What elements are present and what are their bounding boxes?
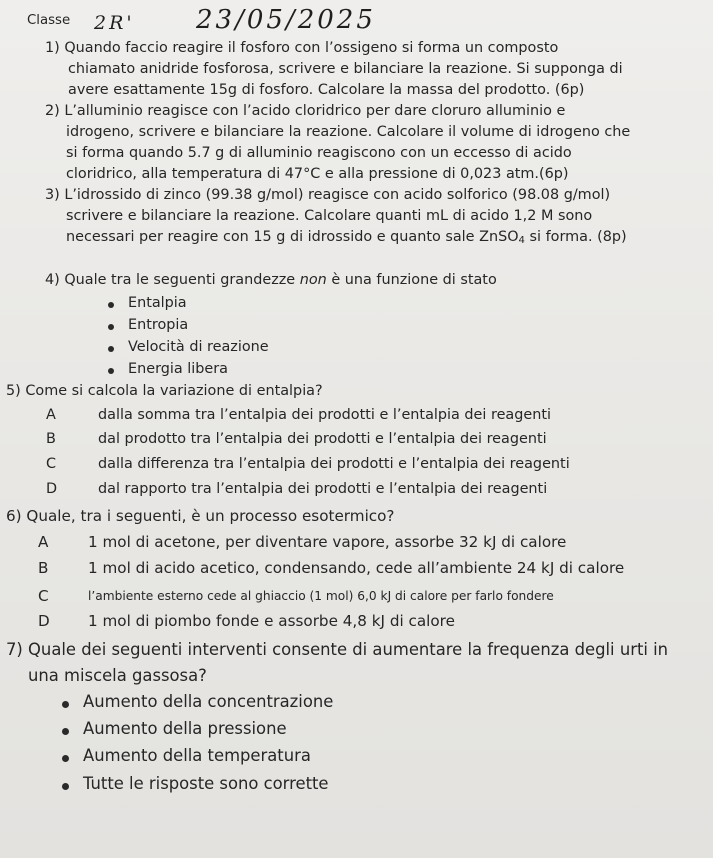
bullet-icon xyxy=(62,728,69,735)
bullet-icon xyxy=(62,783,69,790)
q5-question: 5) Come si calcola la variazione di entalpia? xyxy=(6,383,323,399)
q5-option-letter: B xyxy=(46,431,56,447)
q7-option: Tutte le risposte sono corrette xyxy=(83,774,329,793)
q4-option: Velocità di reazione xyxy=(128,339,269,355)
q1-line-2: chiamato anidride fosforosa, scrivere e bilanciare la reazione. Si supponga di xyxy=(68,61,623,77)
bullet-icon xyxy=(108,324,114,330)
class-label: Classe xyxy=(27,13,71,28)
bullet-icon xyxy=(108,346,114,352)
q5-option-letter: D xyxy=(46,481,58,497)
q3-line-3: necessari per reagire con 15 g di idrossido e quanto sale ZnSO$_4$ si forma. (8p) xyxy=(66,229,627,246)
q4-option: Entropia xyxy=(128,317,189,333)
q6-option-letter: D xyxy=(38,612,50,630)
bullet-icon xyxy=(108,368,114,374)
q6-option-letter: B xyxy=(38,559,49,577)
q5-option-text: dal prodotto tra l’entalpia dei prodotti e l’entalpia dei reagenti xyxy=(98,431,547,447)
date-handwritten: 23/05/2025 xyxy=(196,5,376,35)
q5-option-text: dalla somma tra l’entalpia dei prodotti e l’entalpia dei reagenti xyxy=(98,407,551,423)
bullet-icon xyxy=(108,302,114,308)
q6-question: 6) Quale, tra i seguenti, è un processo esotermico? xyxy=(6,507,395,525)
q4-option: Energia libera xyxy=(128,361,228,377)
q6-option-text: l’ambiente esterno cede al ghiaccio (1 mol) 6,0 kJ di calore per farlo fondere xyxy=(88,589,554,603)
q2-line-1: 2) L’alluminio reagisce con l’acido cloridrico per dare cloruro alluminio e xyxy=(45,103,566,119)
q6-option-letter: C xyxy=(38,587,49,605)
q5-option-text: dal rapporto tra l’entalpia dei prodotti e l’entalpia dei reagenti xyxy=(98,481,548,497)
q7-line-1: 7) Quale dei seguenti interventi consente di aumentare la frequenza degli urti in xyxy=(6,640,669,659)
q5-option-letter: C xyxy=(46,456,57,472)
class-handwritten: 2R' xyxy=(94,12,135,34)
q6-option-text: 1 mol di acetone, per diventare vapore, assorbe 32 kJ di calore xyxy=(88,533,567,551)
q1-line-3: avere esattamente 15g di fosforo. Calcolare la massa del prodotto. (6p) xyxy=(68,82,585,98)
q2-line-2: idrogeno, scrivere e bilanciare la reazione. Calcolare il volume di idrogeno che xyxy=(66,124,631,140)
q2-line-3: si forma quando 5.7 g di alluminio reagiscono con un eccesso di acido xyxy=(66,145,572,161)
q7-option: Aumento della temperatura xyxy=(83,746,311,765)
q2-line-4: cloridrico, alla temperatura di 47°C e alla pressione di 0,023 atm.(6p) xyxy=(66,166,569,182)
q6-option-text: 1 mol di acido acetico, condensando, cede all’ambiente 24 kJ di calore xyxy=(88,559,625,577)
q7-option: Aumento della concentrazione xyxy=(83,692,334,711)
q6-option-letter: A xyxy=(38,533,49,551)
q5-option-text: dalla differenza tra l’entalpia dei prodotti e l’entalpia dei reagenti xyxy=(98,456,570,472)
q7-option: Aumento della pressione xyxy=(83,719,287,738)
q7-line-2: una miscela gassosa? xyxy=(28,666,207,685)
q4-option: Entalpia xyxy=(128,295,187,311)
q5-option-letter: A xyxy=(46,407,56,423)
bullet-icon xyxy=(62,755,69,762)
q6-option-text: 1 mol di piombo fonde e assorbe 4,8 kJ di calore xyxy=(88,612,455,630)
q1-line-1: 1) Quando faccio reagire il fosforo con l’ossigeno si forma un composto xyxy=(45,40,559,56)
bullet-icon xyxy=(62,701,69,708)
q3-line-1: 3) L’idrossido di zinco (99.38 g/mol) reagisce con acido solforico (98.08 g/mol) xyxy=(45,187,611,203)
q3-line-2: scrivere e bilanciare la reazione. Calcolare quanti mL di acido 1,2 M sono xyxy=(66,208,593,224)
q4-question: 4) Quale tra le seguenti grandezze non è una funzione di stato xyxy=(45,272,497,288)
